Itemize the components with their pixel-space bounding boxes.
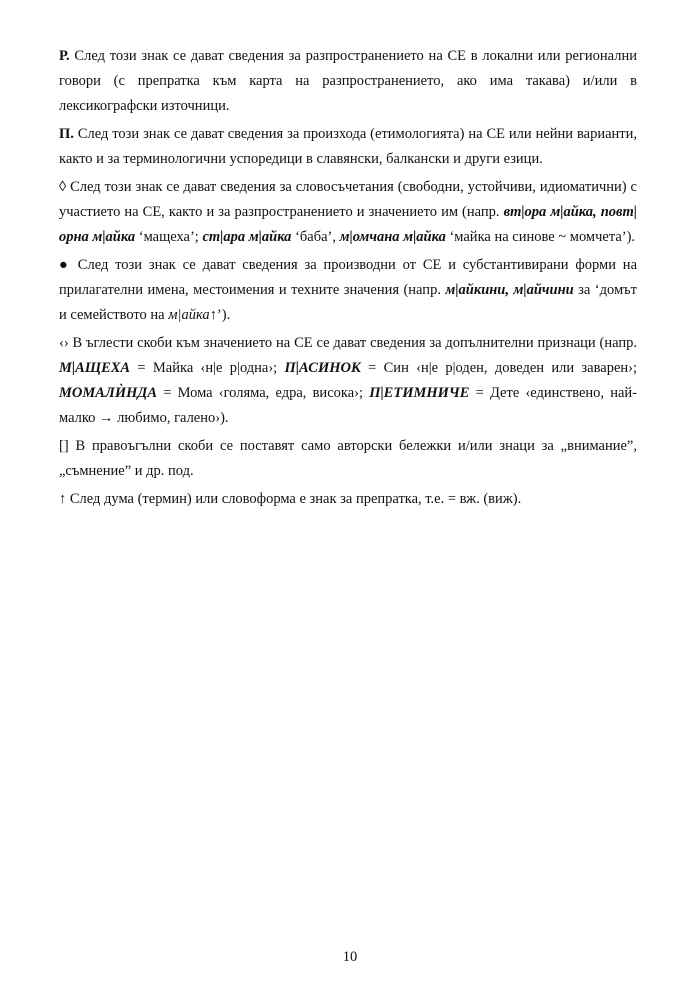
page-number: 10 xyxy=(342,949,358,965)
document-body xyxy=(59,44,637,515)
text-run: м|омчана м|айка xyxy=(339,229,446,245)
text-run: Р. xyxy=(59,48,70,64)
text-run: ‘майка на синове ~ момчета’). xyxy=(445,229,636,245)
text-run: ‘мащеха’; xyxy=(135,229,203,245)
text-run: = Дете ‹единствено, най-малко → любимо, галено›). xyxy=(59,385,637,426)
text-run: П|АСИНОК xyxy=(284,360,361,376)
text-run: [] В правоъгълни скоби се поставят само авторски бележки и/или знаци за „внимание”, „съмнение” и др. под. xyxy=(59,438,637,479)
text-run: ● След този знак се дават сведения за производни от СЕ и субстантивирани форми на прилагателни имена, местоимения и техните значения (напр. xyxy=(59,257,637,298)
text-run: МОМАЛЍНДА xyxy=(59,385,158,401)
text-run: м|айка↑ xyxy=(168,307,217,323)
text-run: за ‘домът и семейството на xyxy=(59,282,637,323)
para-r xyxy=(59,44,637,119)
text-run: ‹› В ъглести скоби към значението на СЕ се дават сведения за допълнителни признаци (напр. xyxy=(59,335,637,351)
text-run: След този знак се дават сведения за произхода (етимологията) на СЕ или нейни варианти, както и за терминологични успоредици в славянски, балкански и други езици. xyxy=(59,126,637,167)
text-run: м|айкини, м|айчини xyxy=(445,282,574,298)
text-run: П|ЕТИМНИЧЕ xyxy=(369,385,470,401)
para-angle-brackets xyxy=(59,331,637,431)
para-bullet xyxy=(59,253,637,328)
para-arrow xyxy=(59,487,637,512)
text-run: П. xyxy=(59,126,74,142)
text-run: = Син ‹н|е р|оден, доведен или заварен›; xyxy=(360,360,637,376)
text-run: = Мома ‹голяма, едра, висока›; xyxy=(157,385,370,401)
text-run: = Майка ‹н|е р|одна›; xyxy=(130,360,285,376)
text-run: ◊ След този знак се дават сведения за словосъчетания (свободни, устойчиви, идиоматични) с участието на СЕ, както и за разпространението и значението им (напр. xyxy=(59,179,637,220)
para-square-brackets xyxy=(59,434,637,484)
text-run: М|АЩЕХА xyxy=(59,360,131,376)
para-p xyxy=(59,122,637,172)
text-run: вт|ора м|айка, повт|орна м|айка xyxy=(59,204,637,245)
text-run: ↑ След дума (термин) или словоформа е знак за препратка, т.е. = вж. (виж). xyxy=(59,491,522,507)
text-run: След този знак се дават сведения за разпространението на СЕ в локални или регионални говори (с препратка към карта на разпространението, ако има такава) и/или в лексикографски източници. xyxy=(59,48,637,114)
text-run: ст|ара м|айка xyxy=(202,229,292,245)
para-diamond xyxy=(59,175,637,250)
text-run: ‘баба’, xyxy=(291,229,340,245)
text-run: ’). xyxy=(216,307,231,323)
